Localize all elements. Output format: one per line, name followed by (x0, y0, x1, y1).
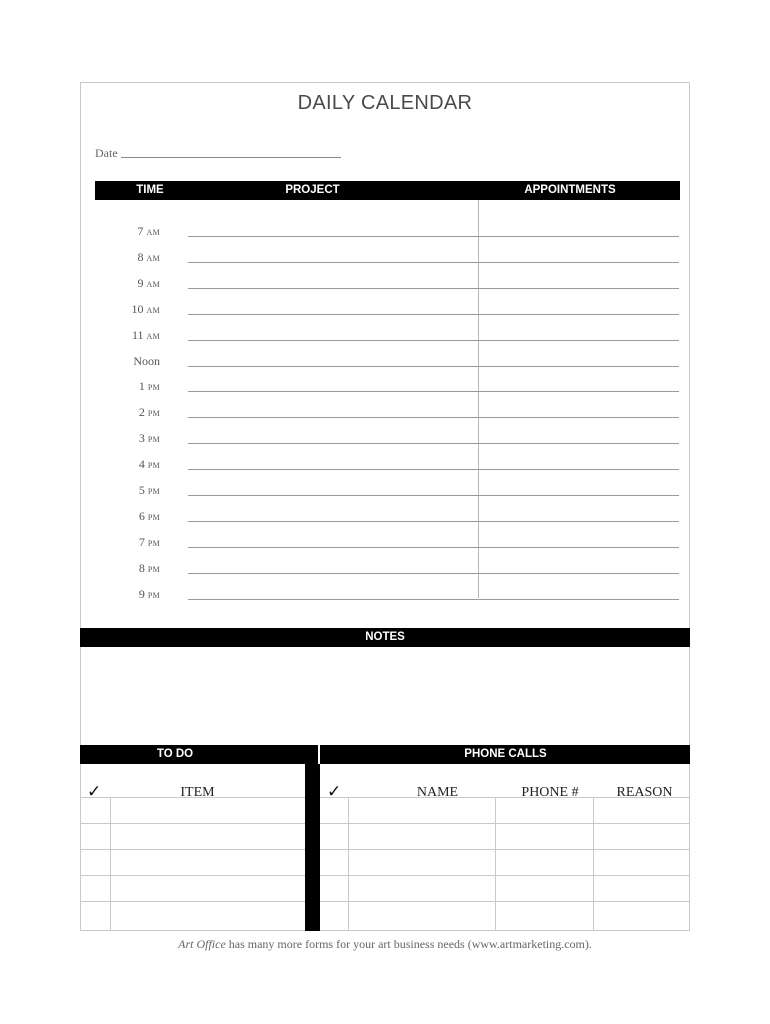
time-slot-hour: 2 (138, 405, 145, 419)
footer-note (0, 937, 770, 952)
time-slot-entry-line[interactable] (188, 547, 679, 548)
table-column-line (348, 797, 349, 931)
time-slot-hour: 7 (138, 535, 145, 549)
footer-text: has many more forms for your art business needs (www.artmarketing.com). (225, 937, 592, 951)
date-field[interactable] (121, 157, 341, 158)
time-slot-entry-line[interactable] (188, 314, 679, 315)
todo-check-icon: ✓ (87, 782, 102, 802)
time-slot-entry-line[interactable] (188, 288, 679, 289)
time-slot-label (120, 587, 160, 602)
time-slot-label (120, 328, 160, 343)
time-slot-hour: 7 (137, 224, 144, 238)
time-slot-suffix: PM (147, 591, 160, 600)
time-slot-label (120, 379, 160, 394)
time-slot-entry-line[interactable] (188, 443, 679, 444)
time-slot-entry-line[interactable] (188, 495, 679, 496)
phone-check-icon: ✓ (327, 782, 342, 802)
table-row-line (80, 875, 305, 876)
table-column-line (593, 797, 594, 931)
time-slot-suffix: PM (147, 565, 160, 574)
time-slot-label (120, 276, 160, 291)
time-slot-label (120, 431, 160, 446)
notes-header-bar (80, 628, 690, 647)
phone-calls-header: PHONE CALLS (464, 748, 547, 760)
time-slot-suffix: PM (147, 539, 160, 548)
time-slot-entry-line[interactable] (188, 340, 679, 341)
time-slot-suffix: AM (146, 280, 160, 289)
table-row-line (80, 849, 305, 850)
table-row-line (320, 797, 690, 798)
time-slot-suffix: PM (147, 487, 160, 496)
time-slot-label (120, 561, 160, 576)
time-slot-hour: 8 (137, 250, 144, 264)
time-slot-label (120, 354, 160, 369)
time-slot-hour: 10 (131, 302, 144, 316)
table-row-line (320, 823, 690, 824)
todo-header: TO DO (156, 748, 194, 760)
time-slot-suffix: PM (147, 513, 160, 522)
time-column-header: TIME (136, 184, 164, 196)
time-slot-label (120, 250, 160, 265)
table-row-line (80, 823, 305, 824)
time-slot-suffix: PM (147, 383, 160, 392)
section-separator (305, 764, 320, 931)
time-slot-suffix: PM (147, 409, 160, 418)
table-row-line (320, 875, 690, 876)
time-slot-entry-line[interactable] (188, 366, 679, 367)
schedule-header-bar (95, 181, 680, 200)
time-slot-entry-line[interactable] (188, 469, 679, 470)
time-slot-hour: 9 (138, 587, 145, 601)
time-slot-suffix: AM (146, 306, 160, 315)
time-slot-hour: 4 (138, 457, 145, 471)
project-column-header: PROJECT (285, 184, 340, 196)
time-slot-hour: 8 (138, 561, 145, 575)
phone-name-header: NAME (416, 785, 459, 800)
table-row-line (320, 849, 690, 850)
time-slot-entry-line[interactable] (188, 417, 679, 418)
time-slot-hour: 3 (138, 431, 145, 445)
time-slot-suffix: AM (146, 332, 160, 341)
phone-reason-header: REASON (616, 785, 673, 800)
page-title: DAILY CALENDAR (297, 92, 473, 114)
time-slot-label (120, 535, 160, 550)
time-slot-label (120, 457, 160, 472)
time-slot-entry-line[interactable] (188, 599, 679, 600)
phone-calls-header-bar (320, 745, 690, 764)
time-slot-hour: 6 (138, 509, 145, 523)
time-slot-hour: 5 (138, 483, 145, 497)
time-slot-hour: 11 (131, 328, 144, 342)
appointments-column-header: APPOINTMENTS (524, 184, 616, 196)
table-row-line (320, 901, 690, 902)
time-slot-entry-line[interactable] (188, 573, 679, 574)
date-label: Date (95, 146, 118, 160)
time-slot-hour: 1 (138, 379, 145, 393)
todo-item-header: ITEM (180, 785, 215, 800)
table-column-line (495, 797, 496, 931)
time-slot-label (120, 483, 160, 498)
phone-number-header: PHONE # (521, 785, 579, 800)
time-slot-hour: 9 (137, 276, 144, 290)
time-slot-label (120, 224, 160, 239)
table-row-line (80, 901, 305, 902)
table-column-line (110, 797, 111, 931)
time-slot-suffix: PM (147, 461, 160, 470)
time-slot-label (120, 509, 160, 524)
time-slot-label (120, 302, 160, 317)
table-row-line (80, 797, 305, 798)
time-slot-entry-line[interactable] (188, 521, 679, 522)
time-slot-hour: Noon (133, 354, 160, 368)
appointments-divider (478, 200, 479, 598)
time-slot-suffix: PM (147, 435, 160, 444)
time-slot-suffix: AM (146, 228, 160, 237)
notes-area[interactable] (81, 647, 689, 744)
time-slot-entry-line[interactable] (188, 262, 679, 263)
form-frame (80, 82, 690, 931)
time-slot-label (120, 405, 160, 420)
footer-brand: Art Office (178, 937, 226, 951)
notes-header: NOTES (365, 631, 405, 643)
time-slot-entry-line[interactable] (188, 391, 679, 392)
time-slot-suffix: AM (146, 254, 160, 263)
time-slot-entry-line[interactable] (188, 236, 679, 237)
todo-header-bar (80, 745, 318, 764)
